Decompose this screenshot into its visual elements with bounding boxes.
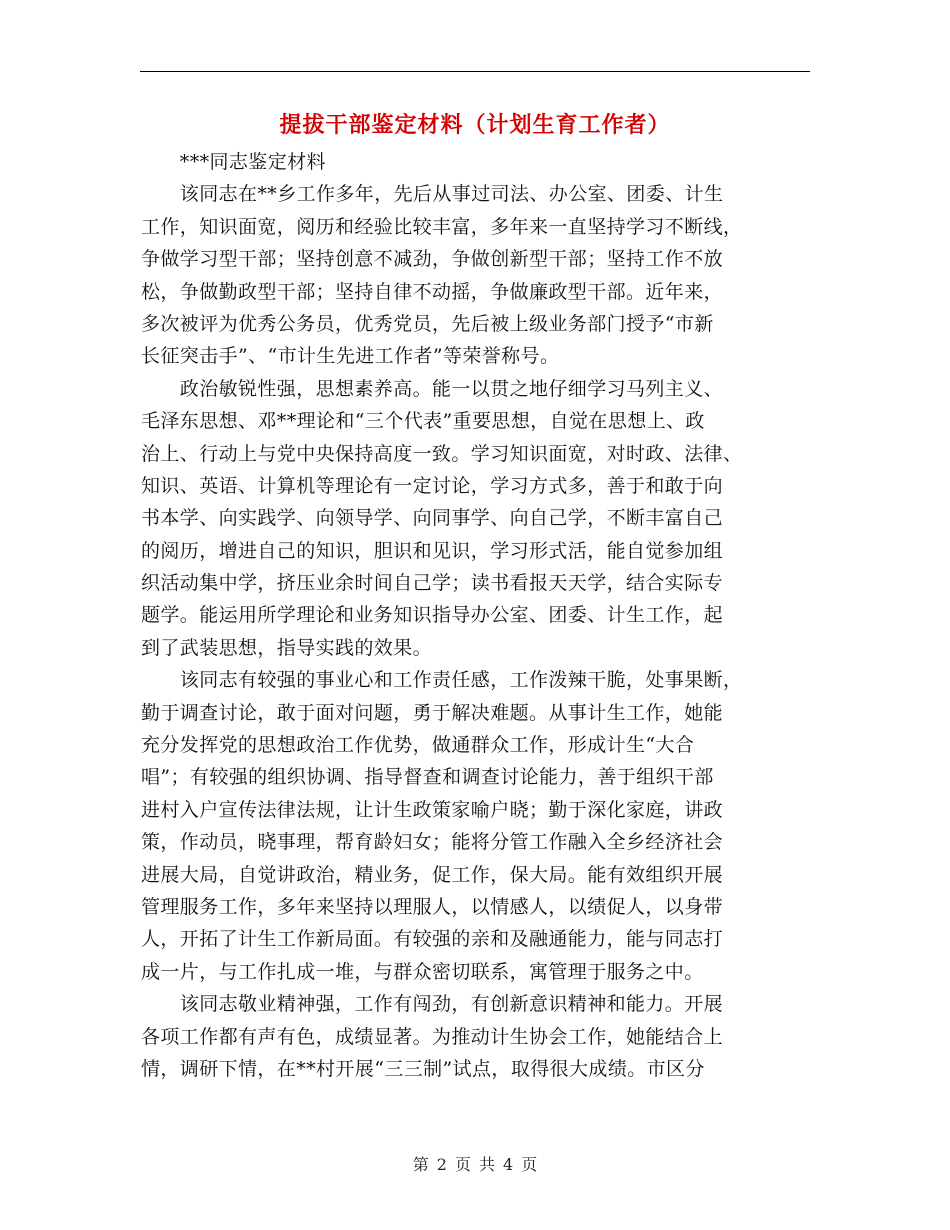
text-line: 该同志有较强的事业心和工作责任感，工作泼辣干脆，处事果断， bbox=[141, 669, 743, 692]
text-line: 多次被评为优秀公务员，优秀党员，先后被上级业务部门授予“市新 bbox=[141, 312, 714, 335]
footer-label-total: 共 bbox=[479, 1155, 496, 1174]
current-page-number: 2 bbox=[436, 1155, 447, 1174]
footer-label-unit-2: 页 bbox=[521, 1155, 538, 1174]
text-line: 工作，知识面宽，阅历和经验比较丰富，多年来一直坚持学习不断线， bbox=[141, 215, 743, 238]
text-line: 管理服务工作，多年来坚持以理服人，以情感人，以绩促人，以身带 bbox=[141, 895, 724, 918]
text-line: ***同志鉴定材料 bbox=[141, 151, 326, 173]
text-line: 进村入户宣传法律法规，让计生政策家喻户晓；勤于深化家庭，讲政 bbox=[141, 798, 724, 821]
text-line: 唱”；有较强的组织协调、指导督查和调查讨论能力，善于组织干部 bbox=[141, 766, 714, 789]
text-line: 松，争做勤政型干部；坚持自律不动摇，争做廉政型干部。近年来， bbox=[141, 280, 724, 303]
text-line: 知识、英语、计算机等理论有一定讨论，学习方式多，善于和敢于向 bbox=[141, 474, 724, 497]
text-line: 情，调研下情，在**村开展“三三制”试点，取得很大成绩。市区分 bbox=[141, 1057, 705, 1080]
page-footer bbox=[0, 1152, 950, 1175]
text-line: 该同志在**乡工作多年，先后从事过司法、办公室、团委、计生 bbox=[141, 183, 724, 206]
text-line: 政治敏锐性强，思想素养高。能一以贯之地仔细学习马列主义、 bbox=[141, 377, 724, 400]
text-line: 充分发挥党的思想政治工作优势，做通群众工作，形成计生“大合 bbox=[141, 734, 695, 757]
text-line: 到了武装思想，指导实践的效果。 bbox=[141, 636, 433, 659]
text-line: 成一片，与工作扎成一堆，与群众密切联系，寓管理于服务之中。 bbox=[141, 960, 704, 983]
text-line: 治上、行动上与党中央保持高度一致。学习知识面宽，对时政、法律、 bbox=[141, 442, 743, 465]
footer-label-unit: 页 bbox=[454, 1155, 471, 1174]
total-page-count: 4 bbox=[503, 1155, 514, 1174]
text-line: 策，作动员，晓事理，帮育龄妇女；能将分管工作融入全乡经济社会 bbox=[141, 831, 724, 854]
text-line: 各项工作都有声有色，成绩显著。为推动计生协会工作，她能结合上 bbox=[141, 1025, 724, 1048]
document-body bbox=[141, 146, 811, 1085]
text-line: 勤于调查讨论，敢于面对问题，勇于解决难题。从事计生工作，她能 bbox=[141, 701, 724, 724]
text-line: 进展大局，自觉讲政治，精业务，促工作，保大局。能有效组织开展 bbox=[141, 863, 724, 886]
document-title: 提拔干部鉴定材料（计划生育工作者） bbox=[279, 113, 671, 138]
text-line: 人，开拓了计生工作新局面。有较强的亲和及融通能力，能与同志打 bbox=[141, 928, 724, 951]
text-line: 长征突击手”、“市计生先进工作者”等荣誉称号。 bbox=[141, 345, 560, 368]
footer-label-page: 第 bbox=[412, 1155, 429, 1174]
text-line: 织活动集中学，挤压业余时间自己学；读书看报天天学，结合实际专 bbox=[141, 572, 724, 595]
text-line: 争做学习型干部；坚持创意不减劲，争做创新型干部；坚持工作不放 bbox=[141, 248, 724, 271]
header-rule bbox=[140, 71, 810, 72]
text-line: 毛泽东思想、邓**理论和“三个代表”重要思想，自觉在思想上、政 bbox=[141, 410, 705, 433]
text-line: 书本学、向实践学、向领导学、向同事学、向自己学，不断丰富自己 bbox=[141, 507, 724, 530]
text-line: 题学。能运用所学理论和业务知识指导办公室、团委、计生工作，起 bbox=[141, 604, 724, 627]
text-line: 的阅历，增进自己的知识，胆识和见识，学习形式活，能自觉参加组 bbox=[141, 539, 724, 562]
text-line: 该同志敬业精神强，工作有闯劲，有创新意识精神和能力。开展 bbox=[141, 993, 724, 1016]
